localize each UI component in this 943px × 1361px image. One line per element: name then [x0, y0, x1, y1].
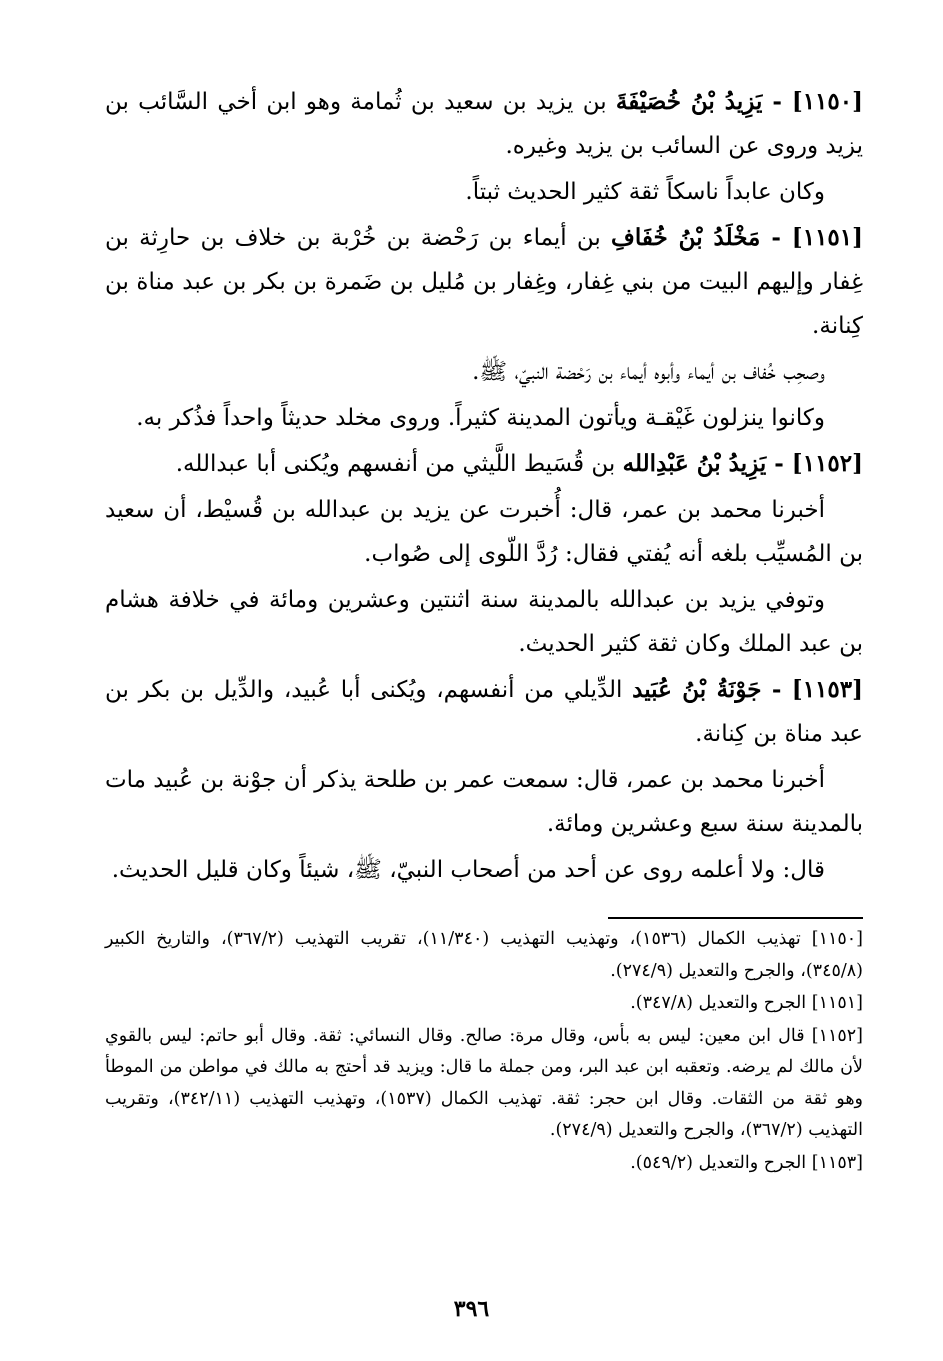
entry-number: [١١٥٠] - — [762, 88, 864, 115]
footnote-1151 — [105, 988, 863, 1020]
entry-number: [١١٥١] - — [760, 224, 863, 251]
entry-1150-heading — [105, 80, 863, 168]
page-number: ٣٩٦ — [453, 1296, 490, 1322]
footnote-number: [١١٥١] — [811, 993, 863, 1013]
footnote-number: [١١٥٠] — [811, 929, 863, 949]
footnote-number: [١١٥٢] — [811, 1025, 863, 1046]
entry-number: [١١٥٣] - — [761, 676, 863, 703]
footnote-1150 — [105, 924, 863, 987]
footnote-text: الجرح والتعديل (٥٤٩/٢). — [630, 1152, 812, 1173]
footnote-divider — [608, 917, 863, 919]
footnote-text: قال ابن معين: ليس به بأس، وقال مرة: صالح. وقال النسائي: ثقة. وقال أبو حاتم: ليس بالقوي لأن مالك لم يرضه. وتعقبه ابن عبد البر، ومن جملة ما قال: ويزيد قد أحتج به مالك في مواطن من الموطأ وهو ثقة من الثقات. وقال ابن حجر: ثقة. تهذيب الكمال (١٥٣٧)، وتهذيب التهذيب (٣٤٢/١١)، وتقريب التهذيب (٣٦٧/٢)، والجرح والتعديل (٢٧٤/٩). — [105, 1025, 863, 1140]
entry-1153-heading — [105, 668, 863, 756]
entry-name: مَخْلَدُ بْنُ خُفَافِ — [611, 224, 761, 251]
footnote-number: [١١٥٣] — [811, 1152, 863, 1173]
entry-number: [١١٥٢] - — [766, 450, 863, 477]
entry-1152-heading — [105, 442, 863, 486]
footnotes — [105, 924, 863, 1180]
entry-1153-paragraph: قال: ولا أعلمه روى عن أحد من أصحاب النبيّ، ﷺ، شيئاً وكان قليل الحديث. — [111, 857, 825, 883]
entry-1152-paragraph: أخبرنا محمد بن عمر، قال: أُخبرت عن يزيد بن عبدالله بن قُسيْط، أن سعيد بن المُسيِّب بلغه أنه يُفتي فقال: رُدَّ اللّوى إلى صُواب. — [105, 497, 863, 567]
entry-text: بن أيماء بن رَحْضة بن خُرْبة بن خلاف بن حارِثة بن غِفار وإليهم البيت من بني غِفار، وغِفار بن مُليل بن ضَمرة بن بكر بن عبد مناة بن كِنانة. — [105, 225, 863, 339]
footnote-text: تهذيب الكمال (١٥٣٦)، وتهذيب التهذيب (١١/٣٤٠)، تقريب التهذيب (٣٦٧/٢)، والتاريخ الكبير (٣٤٥/٨)، والجرح والتعديل (٢٧٤/٩). — [105, 929, 863, 981]
entry-name: يَزِيدُ بْنُ خُصَيْفَةَ — [615, 88, 763, 115]
entry-1153-paragraph: أخبرنا محمد بن عمر، قال: سمعت عمر بن طلحة يذكر أن جوْنة بن عُبيد مات بالمدينة سنة سبع وعشرين ومائة. — [105, 767, 863, 837]
entry-text: الدِّيلي من أنفسهم، ويُكنى أبا عُبيد، والدِّيل بن بكر بن عبد مناة بن كِنانة. — [105, 677, 863, 747]
main-text — [105, 80, 863, 894]
footnote-1152 — [105, 1021, 863, 1147]
entry-text: بن قُسَيط اللَّيثي من أنفسهم ويُكنى أبا عبدالله. — [175, 451, 623, 477]
entry-text: بن يزيد بن سعيد بن ثُمامة وهو ابن أخي السَّائب بن يزيد وروى عن السائب بن يزيد وغيره. — [105, 89, 863, 159]
entry-1151-paragraph: وصحِب خُفاف بن أيماء وأبوه أيماء بن رَحْضة النبيّ، ﷺ. — [472, 359, 825, 385]
entry-1152-paragraph: وتوفي يزيد بن عبدالله بالمدينة سنة اثنتين وعشرين ومائة في خلافة هشام بن عبد الملك وكان ثقة كثير الحديث. — [105, 587, 863, 657]
entry-1151-heading — [105, 216, 863, 348]
entry-1150-paragraph: وكان عابداً ناسكاً ثقة كثير الحديث ثبتاً. — [465, 179, 825, 205]
footnote-text: الجرح والتعديل (٣٤٧/٨). — [630, 993, 812, 1013]
footnote-1153 — [105, 1148, 863, 1180]
entry-name: جَوْنَةُ بْنُ عُبَيد — [632, 676, 762, 703]
entry-name: يَزِيدُ بْنُ عَبْدِالله — [622, 450, 767, 477]
entry-1151-paragraph: وكانوا ينزلون غَيْقـة ويأتون المدينة كثيراً. وروى مخلد حديثاً واحداً فذُكر به. — [136, 405, 825, 431]
